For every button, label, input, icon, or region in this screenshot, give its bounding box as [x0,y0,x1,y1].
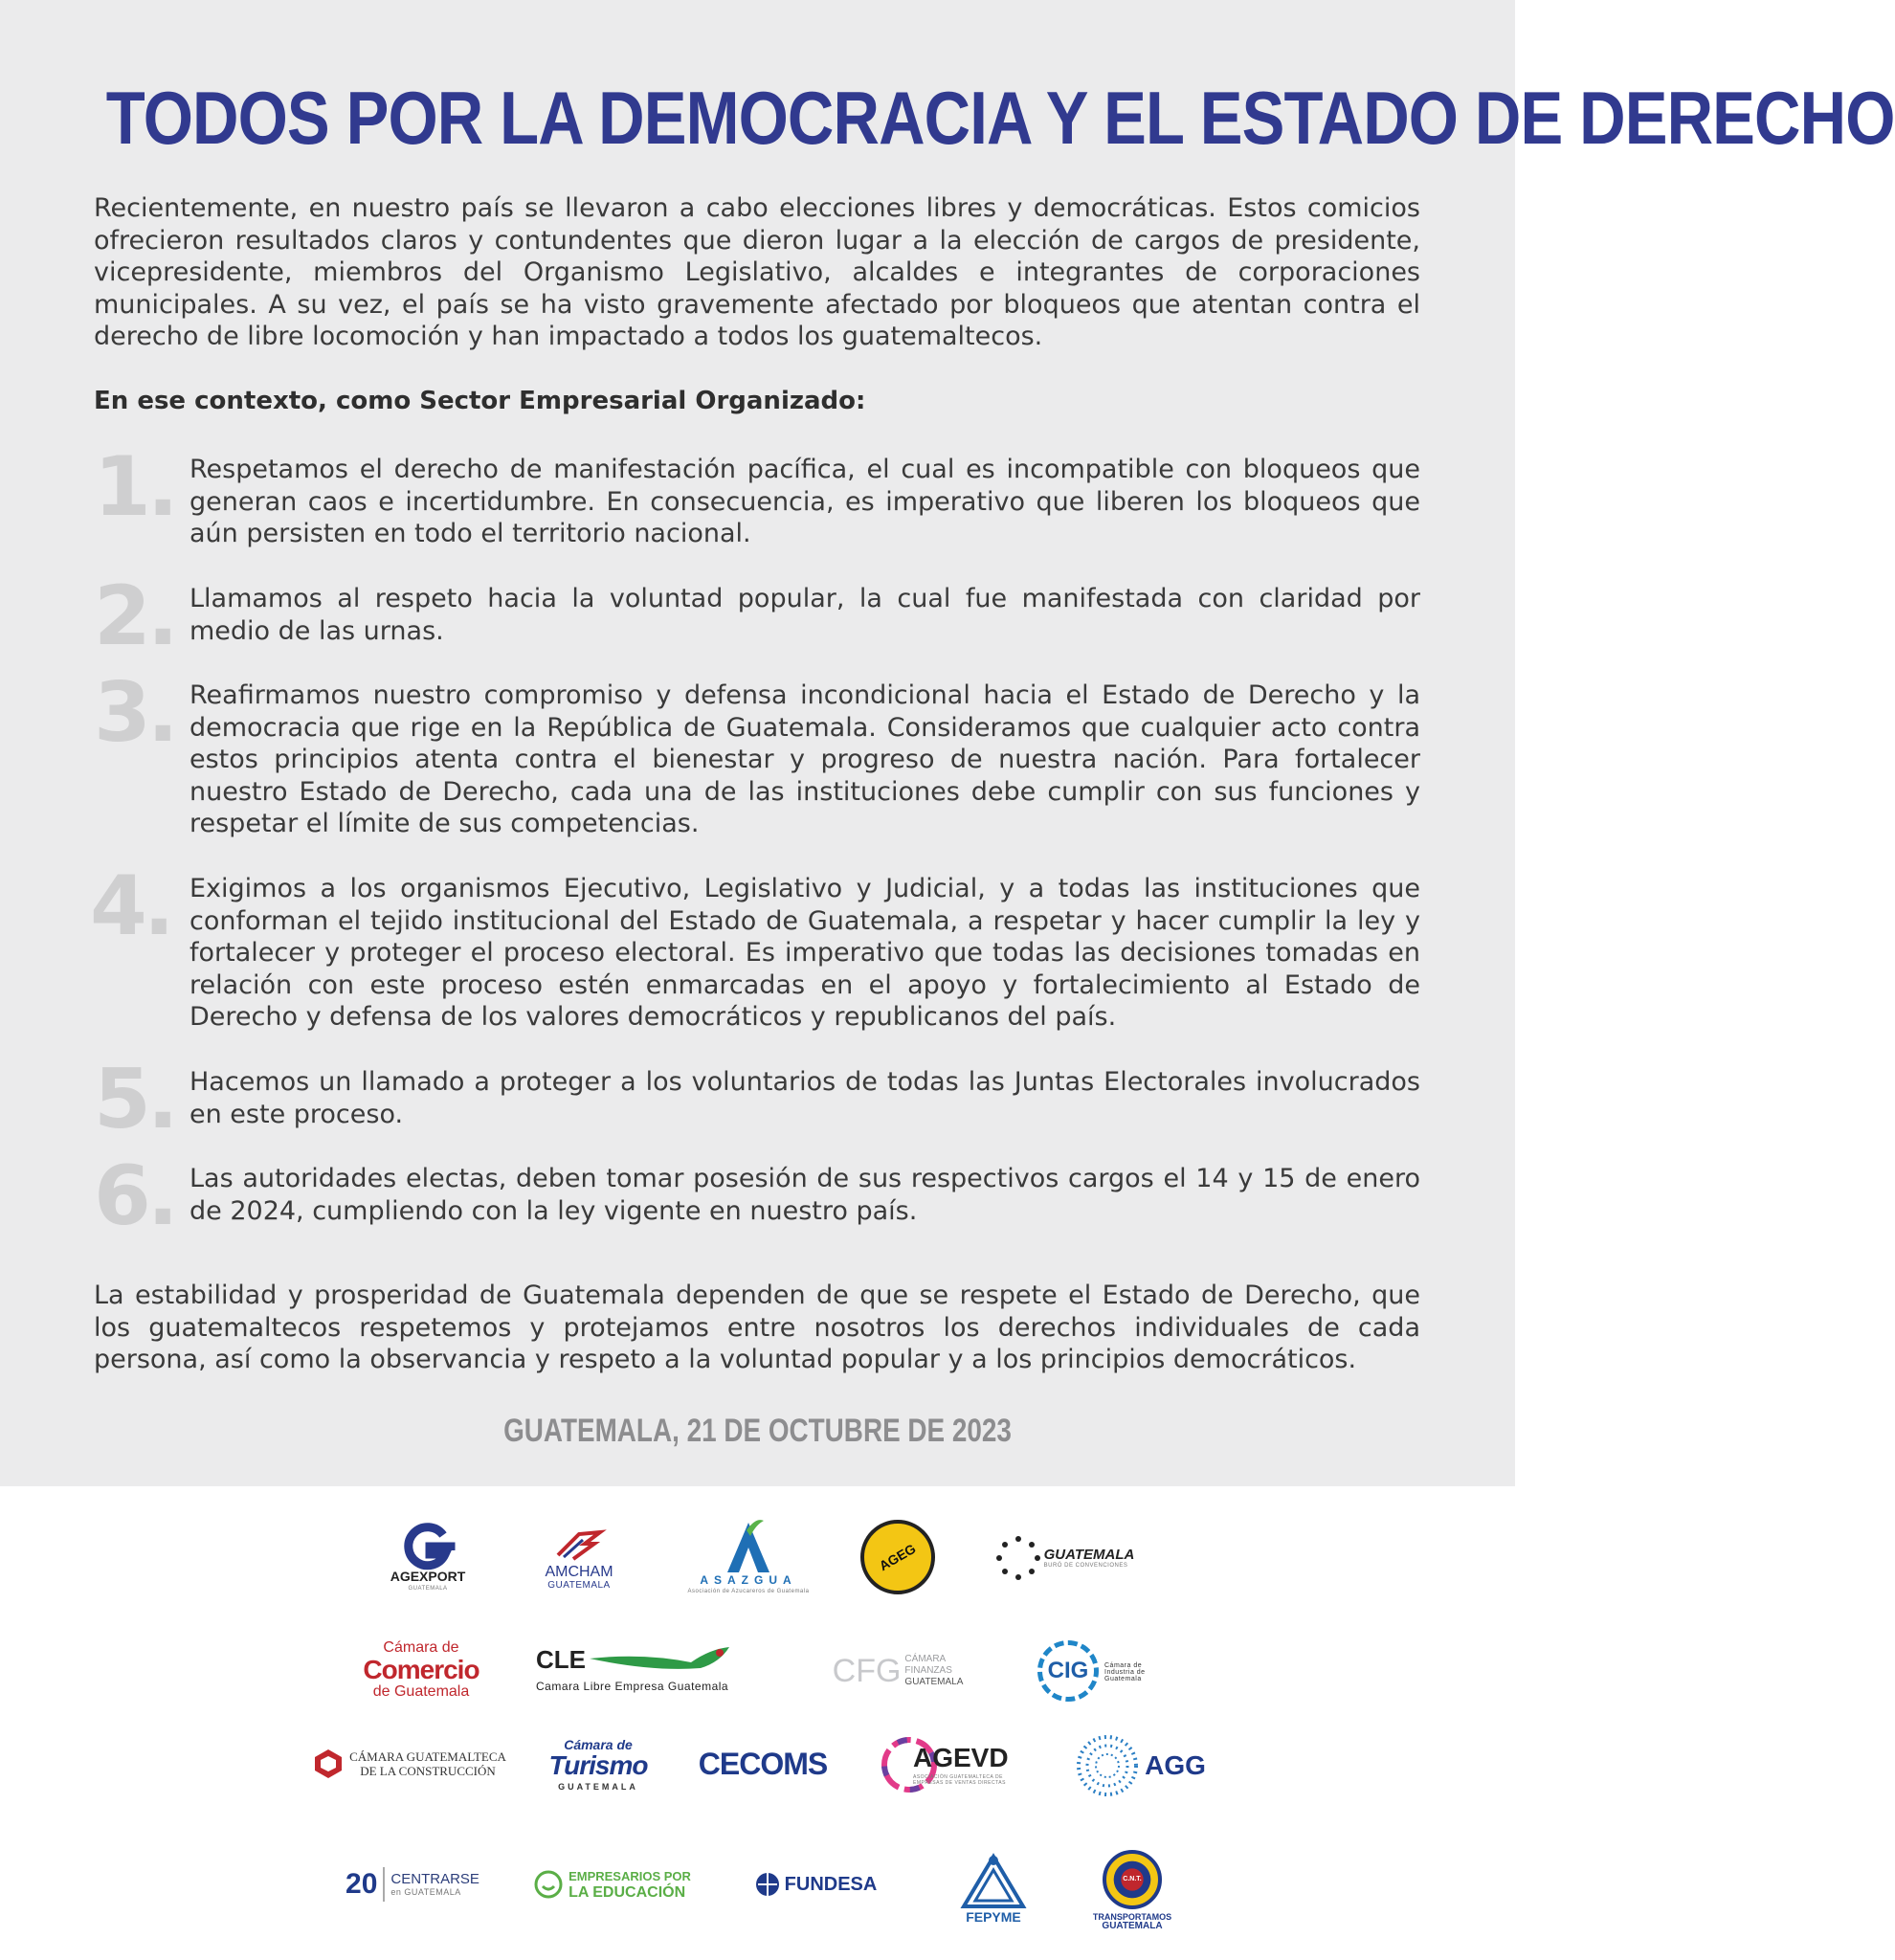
sponsor-logos [0,1486,1515,1960]
item-number: 1. [94,439,175,535]
item-number: 3. [94,665,175,761]
anniversary-badge-icon: 20 [346,1868,378,1900]
intro-paragraph: Recientemente, en nuestro país se llevaron a cabo elecciones libres y democráticas. Estos comicios ofrecieron resultados claros y contundentes que dieron lugar a la elección de cargos de presidente, vicepresidente, miembros del Organismo Legislativo, alcaldes e integrantes de corporaciones municipales. A su vez, el país se ha visto gravemente afectado por bloqueos que atentan contra el derecho de libre locomoción y han impactado a todos los guatemaltecos. [94,193,1420,352]
centrarse-logo: 20 CENTRARSE en GUATEMALA [346,1868,479,1900]
construccion-hex-icon [313,1748,344,1780]
ageg-logo [858,1517,938,1597]
item-text: Hacemos un llamado a proteger a los voluntarios de todas las Juntas Electorales involucrados en este proceso. [190,1067,1420,1129]
item-number: 4. [90,858,171,954]
closing-paragraph: La estabilidad y prosperidad de Guatemala dependen de que se respete el Estado de Derecho, que los guatemaltecos respetemos y protejamos entre nosotros los derechos individuales de cada persona, así como la observancia y respeto a la voluntad popular y a los principios democráticos. [94,1281,1420,1375]
guatemala-buro-logo: GUATEMALA BURÓ DE CONVENCIONES [988,1525,1141,1592]
fepyme-pyramid-icon [960,1853,1027,1910]
context-heading: En ese contexto, como Sector Empresarial Organizado: [94,387,866,415]
page-title: TODOS POR LA DEMOCRACIA Y EL ESTADO DE DERECHO [105,76,1895,160]
item-number: 6. [94,1148,175,1244]
ageg-seal-icon: AGEG [860,1520,935,1594]
cig-logo: CIG Cámara de Industria de Guatemala [1028,1635,1171,1707]
quetzal-bird-icon [586,1643,739,1676]
cnt-logo: C.N.T. TRANSPORTAMOS GUATEMALA [1080,1842,1185,1938]
fundesa-globe-icon [754,1871,781,1898]
smile-icon [534,1870,563,1899]
amcham-logo: AMCHAM GUATEMALA [526,1515,632,1601]
fundesa-logo: FUNDESA [739,1861,892,1907]
cig-ring-icon: CIG [1037,1640,1099,1702]
item-text: Exigimos a los organismos Ejecutivo, Legislativo y Judicial, y a todas las instituciones que conforman el tejido institucional del Estado de Guatemala, a respetar y hacer cumplir la ley y fortalecer y proteger el proceso electoral. Es imperativo que todas las decisiones tomadas en relación con este proceso estén enmarcadas en el apoyo y fortalecimiento al Estado de Derecho y defensa de los valores democráticos y republicanos del país. [190,874,1420,1033]
amcham-eagle-icon [550,1526,608,1565]
item-text: Respetamos el derecho de manifestación pacífica, el cual es incompatible con bloqueos que generan caos e incertidumbre. En consecuencia, es imperativo que liberen los bloqueos que aún persisten en todo el territorio nacional. [190,455,1420,549]
date-line: GUATEMALA, 21 DE OCTUBRE DE 2023 [503,1413,1012,1449]
fepyme-logo: FEPYME [946,1840,1041,1936]
camara-construccion-logo: CÁMARA GUATEMALTECA DE LA CONSTRUCCIÓN [308,1735,511,1793]
cnt-seal-icon: C.N.T. [1103,1850,1162,1909]
agexport-g-icon [401,1526,455,1570]
item-text: Llamamos al respeto hacia la voluntad popular, la cual fue manifestada con claridad por medio de las urnas. [190,584,1420,646]
cle-logo: CLE Camara Libre Empresa Guatemala [536,1630,766,1706]
asazgua-logo: ASAZGUA Asociación de Azucareros de Guatemala [681,1507,815,1603]
camara-turismo-logo: Cámara de Turismo GUATEMALA [548,1736,648,1792]
cfg-logo: CFG CÁMARA FINANZAS GUATEMALA [832,1653,964,1689]
asazgua-a-icon [718,1517,779,1574]
empresarios-educacion-logo: EMPRESARIOS POR LA EDUCACIÓN [526,1858,699,1911]
cecoms-logo: CECOMS [698,1747,828,1781]
buro-circle-dots-icon [994,1534,1042,1582]
agexport-logo: AGEXPORT GUATEMALA [375,1515,480,1601]
agevd-logo: AGEVD ASOCIACIÓN GUATEMALTECA DE EMPRESAS DE VENTAS DIRECTAS [873,1722,1026,1808]
item-number: 5. [94,1052,175,1147]
camara-comercio-logo: Cámara de Comercio de Guatemala [363,1639,479,1700]
agg-dot-sphere-icon [1074,1732,1141,1799]
agg-logo: AGG [1068,1727,1212,1804]
item-number: 2. [94,568,175,664]
item-text: Las autoridades electas, deben tomar posesión de sus respectivos cargos el 14 y 15 de enero de 2024, cumpliendo con la ley vigente en nuestro país. [190,1164,1420,1226]
item-text: Reafirmamos nuestro compromiso y defensa incondicional hacia el Estado de Derecho y la democracia que rige en la República de Guatemala. Consideramos que cualquier acto contra estos principios atenta contra el bienestar y progreso de nuestra nación. Para fortalecer nuestro Estado de Derecho, cada una de las instituciones debe cumplir con sus funciones y respetar el límite de sus competencias. [190,680,1420,839]
